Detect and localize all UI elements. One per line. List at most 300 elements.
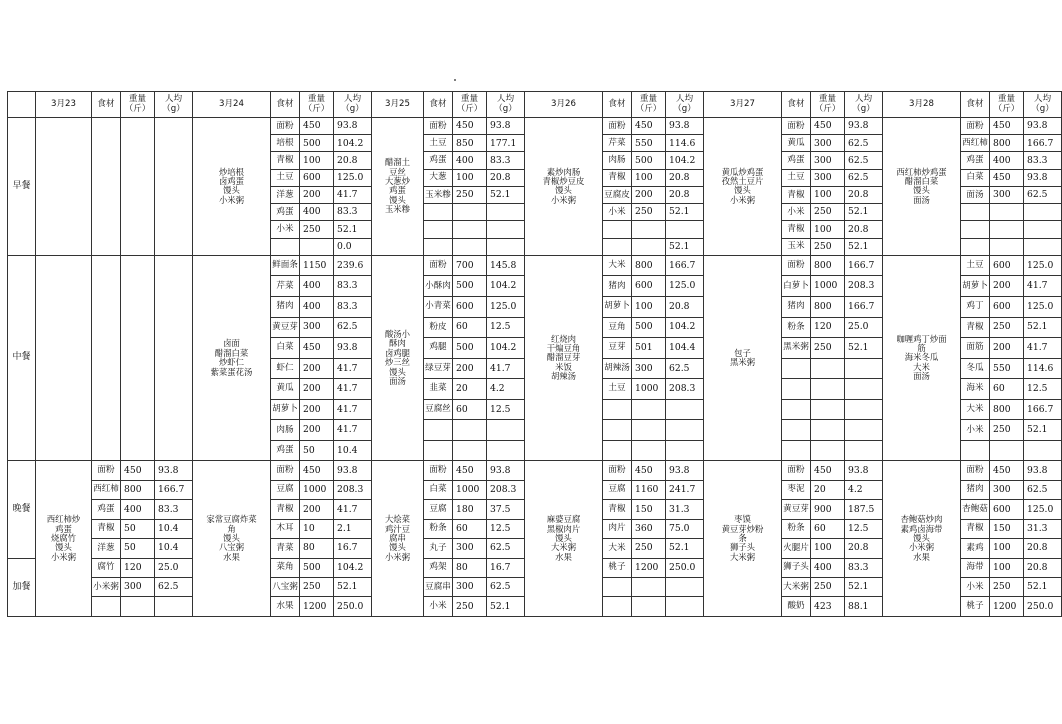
ingredient-per-person: 4.2 [487, 379, 525, 400]
ingredient-per-person: 93.8 [334, 338, 372, 359]
ingredient-weight: 200 [300, 399, 334, 420]
ingredient-name: 粉条 [782, 519, 811, 538]
ingredient-weight: 200 [990, 338, 1024, 359]
ingredient-per-person: 0.0 [334, 238, 372, 255]
ingredient-name: 小米 [424, 597, 453, 617]
ingredient-name: 面粉 [603, 461, 632, 480]
ingredient-name: 韭菜 [424, 379, 453, 400]
dish-cell: 家常豆腐炸菜 角 馒头 八宝粥 水果 [193, 461, 271, 617]
dish-cell: 素炒肉肠 青椒炒豆皮 馒头 小米粥 [525, 118, 603, 256]
ingredient-per-person: 83.3 [334, 204, 372, 221]
ingredient-weight: 20 [453, 379, 487, 400]
ingredient-name: 枣泥 [782, 480, 811, 499]
ingredient-weight: 200 [300, 186, 334, 203]
ingredient-per-person: 52.1 [845, 204, 883, 221]
ingredient-per-person: 16.7 [487, 558, 525, 577]
ingredient-weight: 200 [300, 420, 334, 441]
ingredient-per-person: 93.8 [666, 118, 704, 135]
ingredient-per-person: 12.5 [487, 317, 525, 338]
ingredient-per-person: 12.5 [487, 519, 525, 538]
ingredient-per-person: 62.5 [1024, 480, 1062, 499]
ingredient-weight: 400 [300, 296, 334, 317]
ingredient-per-person: 20.8 [1024, 558, 1062, 577]
dish-cell: 麻婆豆腐 黑椒肉片 馒头 大米粥 水果 [525, 461, 603, 617]
header-row [8, 92, 1062, 118]
weekly-menu-table [7, 91, 1062, 617]
ingredient-per-person: 125.0 [334, 169, 372, 186]
col-weight-header: 重量（斤） [811, 92, 845, 118]
ingredient-name: 面粉 [424, 461, 453, 480]
ingredient-name: 土豆 [603, 379, 632, 400]
dish-cell: 咖喱鸡丁炒面 筋 海米冬瓜 大米 面汤 [883, 255, 961, 460]
ingredient-name: 粉条 [782, 317, 811, 338]
ingredient-weight [632, 577, 666, 596]
ingredient-name: 青椒 [961, 317, 990, 338]
col-food-header: 食材 [603, 92, 632, 118]
ingredient-weight: 1200 [632, 558, 666, 577]
ingredient-weight [990, 221, 1024, 238]
ingredient-weight: 300 [121, 577, 155, 596]
ingredient-weight: 60 [811, 519, 845, 538]
dish-empty [36, 255, 92, 460]
ingredient-weight: 500 [632, 317, 666, 338]
ingredient-weight: 360 [632, 519, 666, 538]
ingredient-per-person: 104.2 [666, 317, 704, 338]
ingredient-per-person: 104.2 [334, 558, 372, 577]
ingredient-name [603, 577, 632, 596]
ingredient-per-person: 177.1 [487, 135, 525, 152]
ingredient-name: 面粉 [424, 118, 453, 135]
ingredient-per-person: 83.3 [845, 558, 883, 577]
ingredient-weight: 100 [811, 186, 845, 203]
ingredient-name: 面筋 [961, 338, 990, 359]
ingredient-name: 鸡蛋 [271, 440, 300, 461]
ingredient-weight: 250 [990, 577, 1024, 596]
ingredient-name: 面粉 [961, 118, 990, 135]
ingredient-name: 青椒 [782, 221, 811, 238]
ingredient-weight: 50 [300, 440, 334, 461]
ingredient-per-person: 250.0 [666, 558, 704, 577]
ingredient-name [961, 221, 990, 238]
ingredient-per-person: 52.1 [487, 186, 525, 203]
ingredient-weight: 50 [121, 539, 155, 558]
ingredient-per-person: 83.3 [1024, 152, 1062, 169]
ingredient-weight: 250 [811, 577, 845, 596]
ingredient-per-person: 104.4 [666, 338, 704, 359]
ingredient-name [961, 440, 990, 461]
ingredient-weight: 600 [632, 276, 666, 297]
ingredient-per-person: 104.2 [334, 135, 372, 152]
ingredient-per-person: 125.0 [1024, 255, 1062, 276]
ingredient-name: 白菜 [961, 169, 990, 186]
ingredient-per-person: 52.1 [487, 597, 525, 617]
ingredient-weight: 800 [632, 255, 666, 276]
ingredient-name [603, 440, 632, 461]
ingredient-weight: 250 [300, 221, 334, 238]
ingredient-name: 芹菜 [271, 276, 300, 297]
ingredient-name: 面粉 [782, 461, 811, 480]
ingredient-per-person: 62.5 [666, 358, 704, 379]
ingredient-weight: 200 [990, 276, 1024, 297]
ingredient-per-person: 41.7 [334, 500, 372, 519]
ingredient-weight: 850 [453, 135, 487, 152]
ingredient-name: 青椒 [961, 519, 990, 538]
ingredient-name: 胡萝卜 [603, 296, 632, 317]
ingredient-name: 小青菜 [424, 296, 453, 317]
ingredient-weight: 200 [300, 379, 334, 400]
ingredient-per-person: 83.3 [334, 296, 372, 317]
ingredient-per-person [1024, 440, 1062, 461]
ingredient-weight: 60 [453, 317, 487, 338]
ingredient-name: 西红柿 [92, 480, 121, 499]
ingredient-per-person: 114.6 [666, 135, 704, 152]
ingredient-name: 猪肉 [271, 296, 300, 317]
ingredient-name: 海带 [961, 558, 990, 577]
ingredient-weight: 100 [811, 221, 845, 238]
ingredient-weight: 250 [453, 186, 487, 203]
ingredient-per-person: 93.8 [1024, 461, 1062, 480]
ingredient-per-person: 239.6 [334, 255, 372, 276]
ingredient-weight: 400 [811, 558, 845, 577]
ingredient-per-person [487, 238, 525, 255]
ingredient-name: 小酥肉 [424, 276, 453, 297]
ingredient-name: 黄瓜 [782, 135, 811, 152]
ingredient-name: 大米粥 [782, 577, 811, 596]
menu-row [8, 255, 1062, 276]
ingredient-per-person: 41.7 [1024, 276, 1062, 297]
ingredient-name: 豆腐 [603, 480, 632, 499]
ingredient-weight: 300 [990, 186, 1024, 203]
per-person-empty [155, 118, 193, 256]
ingredient-per-person: 41.7 [334, 186, 372, 203]
ingredient-name: 素鸡 [961, 539, 990, 558]
ingredient-weight: 500 [300, 135, 334, 152]
ingredient-name: 白萝卜 [782, 276, 811, 297]
menu-row [8, 461, 1062, 480]
ingredient-per-person: 104.2 [487, 338, 525, 359]
ingredient-name: 豆腐丝 [424, 399, 453, 420]
col-weight-header: 重量（斤） [453, 92, 487, 118]
ingredient-weight: 100 [300, 152, 334, 169]
ingredient-name: 鸡蛋 [92, 500, 121, 519]
ingredient-weight: 80 [300, 539, 334, 558]
ingredient-name [603, 597, 632, 617]
ingredient-per-person: 83.3 [334, 276, 372, 297]
ingredient-weight: 300 [453, 577, 487, 596]
ingredient-per-person: 93.8 [334, 118, 372, 135]
ingredient-weight [632, 238, 666, 255]
ingredient-per-person: 187.5 [845, 500, 883, 519]
ingredient-weight: 120 [121, 558, 155, 577]
ingredient-weight [453, 221, 487, 238]
ingredient-per-person: 20.8 [334, 152, 372, 169]
ingredient-weight: 1200 [300, 597, 334, 617]
ingredient-name: 小米 [961, 420, 990, 441]
ingredient-weight [990, 238, 1024, 255]
ingredient-weight: 600 [453, 296, 487, 317]
ingredient-per-person [487, 420, 525, 441]
ingredient-name: 大葱 [424, 169, 453, 186]
ingredient-per-person: 52.1 [845, 577, 883, 596]
ingredient-per-person [666, 420, 704, 441]
ingredient-per-person: 37.5 [487, 500, 525, 519]
ingredient-weight [811, 358, 845, 379]
col-per-person-header: 人均（g） [334, 92, 372, 118]
ingredient-name: 豆腐 [424, 500, 453, 519]
ingredient-per-person [666, 577, 704, 596]
ingredient-weight: 200 [632, 186, 666, 203]
ingredient-name: 肉肠 [271, 420, 300, 441]
ingredient-per-person: 41.7 [1024, 338, 1062, 359]
ingredient-per-person [666, 440, 704, 461]
ingredient-per-person: 16.7 [334, 539, 372, 558]
ingredient-name: 白菜 [271, 338, 300, 359]
ingredient-weight: 800 [811, 255, 845, 276]
ingredient-per-person [845, 358, 883, 379]
ingredient-weight: 800 [121, 480, 155, 499]
ingredient-weight: 250 [453, 597, 487, 617]
ingredient-name: 豆腐 [271, 480, 300, 499]
ingredient-per-person: 208.3 [334, 480, 372, 499]
ingredient-weight: 100 [990, 539, 1024, 558]
ingredient-per-person [155, 597, 193, 617]
ingredient-name: 八宝粥 [271, 577, 300, 596]
ingredient-per-person: 145.8 [487, 255, 525, 276]
ingredient-weight [811, 420, 845, 441]
ingredient-name [424, 238, 453, 255]
ingredient-per-person: 52.1 [334, 577, 372, 596]
ingredient-weight: 1200 [990, 597, 1024, 617]
ingredient-name: 水果 [271, 597, 300, 617]
ingredient-name: 肉片 [603, 519, 632, 538]
ingredient-weight: 250 [632, 539, 666, 558]
ingredient-name: 豆芽 [603, 338, 632, 359]
ingredient-per-person: 10.4 [155, 539, 193, 558]
ingredient-name: 豆角 [603, 317, 632, 338]
col-per-person-header: 人均（g） [666, 92, 704, 118]
ingredient-per-person: 62.5 [334, 317, 372, 338]
ingredient-weight: 100 [632, 169, 666, 186]
ingredient-name [782, 379, 811, 400]
ingredient-per-person: 20.8 [845, 186, 883, 203]
ingredient-per-person [1024, 238, 1062, 255]
ingredient-weight: 300 [300, 317, 334, 338]
dish-cell: 炒培根 卤鸡蛋 馒头 小米粥 [193, 118, 271, 256]
ingredient-weight: 1000 [811, 276, 845, 297]
ingredient-per-person: 31.3 [1024, 519, 1062, 538]
col-per-person-header: 人均（g） [155, 92, 193, 118]
ingredient-weight: 20 [811, 480, 845, 499]
ingredient-weight: 400 [121, 500, 155, 519]
col-per-person-header: 人均（g） [487, 92, 525, 118]
ingredient-name: 洋葱 [92, 539, 121, 558]
ingredient-per-person: 208.3 [845, 276, 883, 297]
weight-empty [121, 118, 155, 256]
ingredient-name: 小米 [782, 204, 811, 221]
ingredient-name [424, 440, 453, 461]
ingredient-weight: 250 [811, 338, 845, 359]
ingredient-name [424, 420, 453, 441]
ingredient-weight: 300 [453, 539, 487, 558]
ingredient-name: 火腿片 [782, 539, 811, 558]
dish-cell: 红烧肉 干煸豆角 醋溜豆芽 米饭 胡辣汤 [525, 255, 603, 460]
ingredient-per-person: 41.7 [334, 358, 372, 379]
ingredient-name: 腐竹 [92, 558, 121, 577]
ingredient-per-person: 52.1 [666, 204, 704, 221]
ingredient-weight: 450 [990, 169, 1024, 186]
ingredient-per-person: 93.8 [1024, 169, 1062, 186]
ingredient-per-person [845, 420, 883, 441]
ingredient-per-person: 41.7 [487, 358, 525, 379]
ingredient-weight: 150 [632, 500, 666, 519]
ingredient-name: 面粉 [424, 255, 453, 276]
ingredient-weight [453, 420, 487, 441]
ingredient-per-person: 52.1 [1024, 420, 1062, 441]
per-person-empty [155, 255, 193, 460]
ingredient-name: 丸子 [424, 539, 453, 558]
ingredient-weight: 700 [453, 255, 487, 276]
ingredient-per-person: 52.1 [1024, 577, 1062, 596]
ingredient-per-person: 93.8 [334, 461, 372, 480]
ingredient-per-person: 83.3 [155, 500, 193, 519]
ingredient-weight [121, 597, 155, 617]
ingredient-per-person: 166.7 [845, 255, 883, 276]
ingredient-weight: 1000 [300, 480, 334, 499]
ingredient-per-person: 41.7 [334, 379, 372, 400]
ingredient-name: 玉米 [782, 238, 811, 255]
menu-row [8, 118, 1062, 135]
ingredient-name [603, 420, 632, 441]
ingredient-weight: 1150 [300, 255, 334, 276]
ingredient-per-person: 93.8 [1024, 118, 1062, 135]
ingredient-weight: 450 [811, 461, 845, 480]
ingredient-name: 玉米糁 [424, 186, 453, 203]
ingredient-per-person: 93.8 [155, 461, 193, 480]
ingredient-weight: 500 [632, 152, 666, 169]
ingredient-per-person: 166.7 [666, 255, 704, 276]
ingredient-name: 面粉 [271, 118, 300, 135]
ingredient-per-person: 10.4 [334, 440, 372, 461]
dish-cell: 西红柿炒 鸡蛋 烧腐竹 馒头 小米粥 [36, 461, 92, 617]
ingredient-name: 狮子头 [782, 558, 811, 577]
ingredient-weight: 501 [632, 338, 666, 359]
ingredient-per-person: 166.7 [155, 480, 193, 499]
ingredient-per-person: 25.0 [155, 558, 193, 577]
ingredient-name: 黑米粥 [782, 338, 811, 359]
ingredient-per-person: 208.3 [666, 379, 704, 400]
ingredient-per-person: 62.5 [1024, 186, 1062, 203]
ingredient-weight [811, 379, 845, 400]
col-weight-header: 重量（斤） [121, 92, 155, 118]
ingredient-per-person [487, 440, 525, 461]
scan-speck [454, 79, 456, 81]
ingredient-name: 酸奶 [782, 597, 811, 617]
ingredient-name [961, 204, 990, 221]
ingredient-per-person: 62.5 [487, 577, 525, 596]
ingredient-weight: 250 [990, 420, 1024, 441]
ingredient-per-person: 93.8 [845, 118, 883, 135]
ingredient-weight: 300 [811, 135, 845, 152]
ingredient-per-person [845, 379, 883, 400]
ingredient-weight [453, 440, 487, 461]
ingredient-weight: 400 [300, 204, 334, 221]
ingredient-weight: 250 [811, 204, 845, 221]
dish-empty [36, 118, 92, 256]
ingredient-name: 豆腐串 [424, 577, 453, 596]
meal-label: 中餐 [8, 255, 36, 460]
ingredient-per-person: 62.5 [155, 577, 193, 596]
ingredient-name: 黄豆芽 [271, 317, 300, 338]
ingredient-name: 鲜面条 [271, 255, 300, 276]
ingredient-per-person: 25.0 [845, 317, 883, 338]
ingredient-per-person: 62.5 [487, 539, 525, 558]
day-header: 3月24 [193, 92, 271, 118]
ingredient-name [782, 420, 811, 441]
ingredient-name: 桃子 [603, 558, 632, 577]
col-weight-header: 重量（斤） [632, 92, 666, 118]
ingredient-weight [632, 221, 666, 238]
ingredient-name [782, 440, 811, 461]
ingredient-name [603, 399, 632, 420]
ingredient-weight: 400 [453, 152, 487, 169]
ingredient-per-person: 41.7 [334, 420, 372, 441]
ingredient-per-person: 4.2 [845, 480, 883, 499]
ingredient-weight: 600 [990, 296, 1024, 317]
ingredient-name: 木耳 [271, 519, 300, 538]
ingredient-per-person: 114.6 [1024, 358, 1062, 379]
ingredient-per-person: 20.8 [845, 539, 883, 558]
ingredient-name: 小米 [961, 577, 990, 596]
ingredient-name: 小米粥 [92, 577, 121, 596]
ingredient-weight: 300 [990, 480, 1024, 499]
ingredient-weight: 500 [300, 558, 334, 577]
ingredient-weight: 900 [811, 500, 845, 519]
ingredient-name: 粉皮 [424, 317, 453, 338]
ingredient-name [424, 204, 453, 221]
ingredient-per-person [1024, 221, 1062, 238]
ingredient-name: 海米 [961, 379, 990, 400]
ingredient-weight: 423 [811, 597, 845, 617]
ingredient-weight: 300 [811, 152, 845, 169]
ingredient-weight: 400 [300, 276, 334, 297]
ingredient-per-person: 125.0 [1024, 500, 1062, 519]
dish-cell: 黄瓜炒鸡蛋 孜然土豆片 馒头 小米粥 [704, 118, 782, 256]
ingredient-per-person: 12.5 [1024, 379, 1062, 400]
menu-body [8, 118, 1062, 617]
ingredient-weight: 180 [453, 500, 487, 519]
ingredient-name: 菜角 [271, 558, 300, 577]
ingredient-weight: 200 [300, 358, 334, 379]
ingredient-weight [811, 440, 845, 461]
ingredient-per-person: 62.5 [845, 169, 883, 186]
ingredient-weight: 500 [453, 276, 487, 297]
ingredient-per-person: 20.8 [487, 169, 525, 186]
ingredient-name: 青椒 [271, 500, 300, 519]
ingredient-per-person: 104.2 [666, 152, 704, 169]
ingredient-weight [990, 440, 1024, 461]
ingredient-weight: 200 [300, 500, 334, 519]
ingredient-name: 西红柿 [961, 135, 990, 152]
dish-cell: 杏鲍菇炒肉 素鸡卤海带 馒头 小米粥 水果 [883, 461, 961, 617]
ingredient-per-person: 62.5 [845, 135, 883, 152]
ingredient-per-person: 41.7 [334, 399, 372, 420]
col-food-header: 食材 [424, 92, 453, 118]
ingredient-per-person [487, 221, 525, 238]
meal-label: 晚餐 [8, 461, 36, 558]
ingredient-per-person: 52.1 [334, 221, 372, 238]
dish-cell: 醋溜土 豆丝 大葱炒 鸡蛋 馒头 玉米糁 [372, 118, 424, 256]
ingredient-per-person: 10.4 [155, 519, 193, 538]
